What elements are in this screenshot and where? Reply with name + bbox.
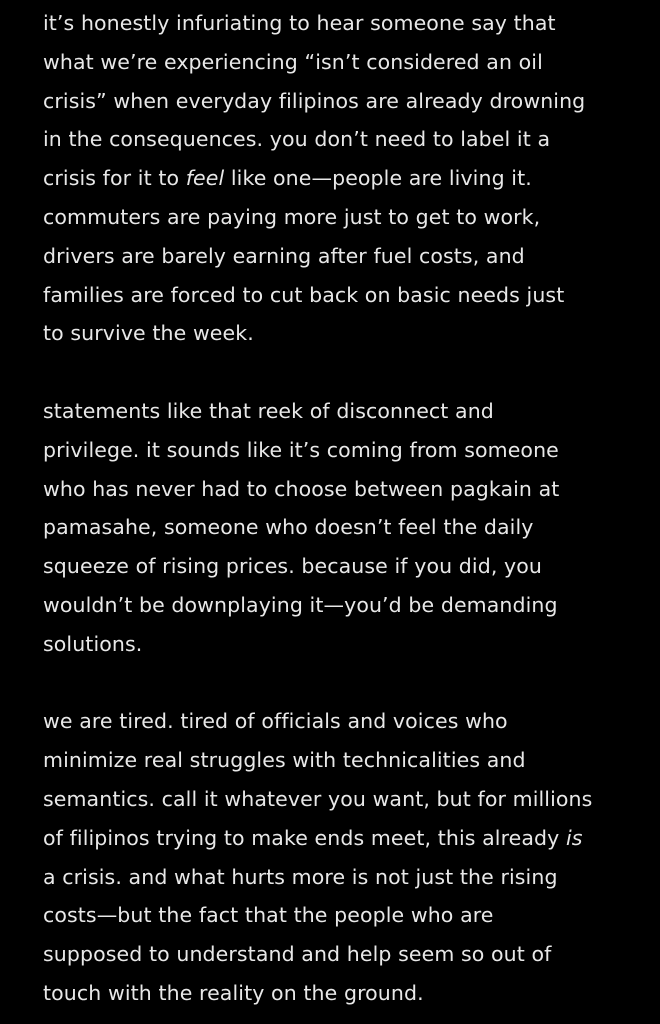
text-line: to survive the week.: [43, 321, 254, 346]
text-run: crisis for it to: [43, 166, 186, 191]
text-line: crisis” when everyday filipinos are already drowning: [43, 88, 586, 113]
paragraph-1: [43, 4, 643, 353]
text-run: of filipinos trying to make ends meet, this already: [43, 825, 567, 850]
text-line: wouldn’t be downplaying it—you’d be demanding: [43, 592, 558, 617]
text-line: families are forced to cut back on basic needs just: [43, 282, 565, 307]
text-line: in the consequences. you don’t need to label it a: [43, 127, 551, 152]
text-line: supposed to understand and help seem so out of: [43, 942, 552, 967]
note-text-body: [43, 4, 643, 1013]
text-line: semantics. call it whatever you want, but for millions: [43, 786, 593, 811]
text-line: squeeze of rising prices. because if you did, you: [43, 554, 543, 579]
text-line: drivers are barely earning after fuel costs, and: [43, 243, 525, 268]
text-line: we are tired. tired of officials and voices who: [43, 709, 508, 734]
text-line: touch with the reality on the ground.: [43, 980, 424, 1005]
text-line: solutions.: [43, 631, 143, 656]
text-line: it’s honestly infuriating to hear someone say that: [43, 11, 556, 35]
paragraph-3: [43, 702, 643, 1012]
paragraph-2: [43, 392, 643, 664]
text-line: who has never had to choose between pagkain at: [43, 476, 560, 501]
paragraph-spacer: [43, 664, 643, 703]
text-line: commuters are paying more just to get to work,: [43, 204, 541, 229]
paragraph-spacer: [43, 353, 643, 392]
text-line: what we’re experiencing “isn’t considered an oil: [43, 49, 543, 74]
text-run: like one—people are living it.: [224, 166, 532, 191]
text-line: minimize real struggles with technicalities and: [43, 748, 526, 773]
text-line: statements like that reek of disconnect and: [43, 398, 494, 423]
text-line: costs—but the fact that the people who are: [43, 903, 494, 928]
emphasis-text: is: [566, 825, 583, 850]
text-line: privilege. it sounds like it’s coming from someone: [43, 437, 559, 462]
text-line: a crisis. and what hurts more is not just the rising: [43, 864, 558, 889]
text-line: pamasahe, someone who doesn’t feel the daily: [43, 515, 534, 540]
text-line: [43, 159, 643, 198]
emphasis-text: feel: [185, 166, 225, 191]
text-line: [43, 819, 643, 858]
